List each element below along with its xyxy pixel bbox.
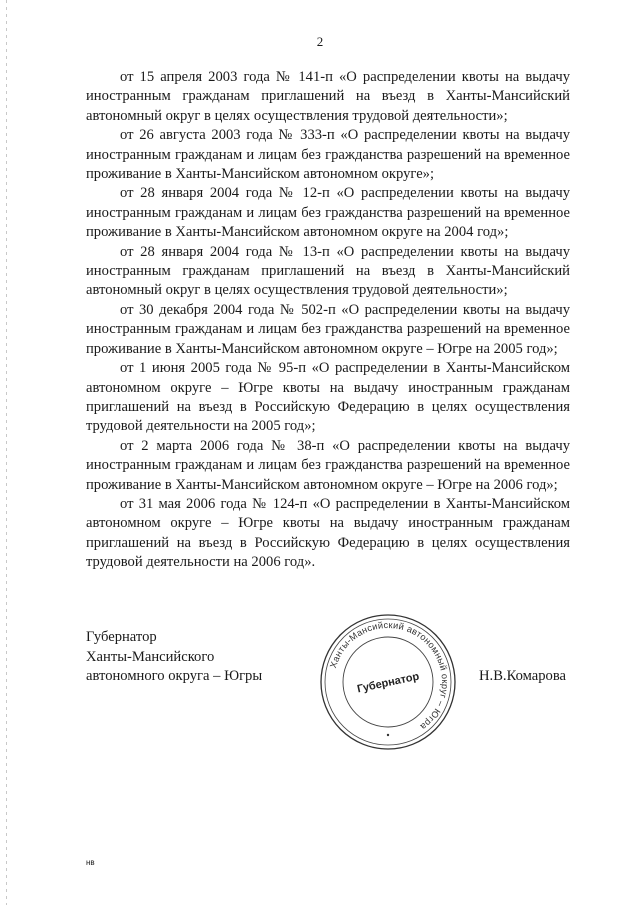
governor-title-line: автономного округа – Югры bbox=[86, 668, 263, 685]
governor-title-line: Губернатор bbox=[86, 629, 157, 645]
decree-paragraph: от 28 января 2004 года № 12-п «О распределении квоты на выдачу иностранным гражданам и лицам без гражданства разрешений на временное проживание в Ханты-Мансийском автономном округе на 2004 год»; bbox=[86, 185, 570, 241]
seal-ring-text: Ханты-Мансийский автономный округ – Югра bbox=[327, 619, 451, 733]
official-seal bbox=[318, 612, 458, 752]
signer-name: Н.В.Комарова bbox=[479, 668, 566, 684]
page-number: 2 bbox=[316, 34, 324, 49]
decree-paragraph: от 2 марта 2006 года № 38-п «О распределении квоты на выдачу иностранным гражданам и лицам без гражданства разрешений на временное проживание в Ханты-Мансийском автономном округе – Югре на 2006 год»; bbox=[86, 437, 570, 493]
seal-center-text: Губернатор bbox=[356, 670, 421, 696]
seal-star-mark bbox=[387, 734, 389, 736]
decree-paragraph: от 28 января 2004 года № 13-п «О распределении квоты на выдачу иностранным гражданам приглашений на въезд в Ханты-Мансийский автономный округ в целях осуществления трудовой деятельности»; bbox=[86, 243, 570, 299]
decree-paragraph: от 15 апреля 2003 года № 141-п «О распределении квоты на выдачу иностранным гражданам приглашений на въезд в Ханты-Мансийский автономный округ в целях осуществления трудовой деятельности»; bbox=[86, 69, 570, 124]
decree-paragraph: от 31 мая 2006 года № 124-п «О распределении в Ханты-Мансийском автономном округе – Югре квоты на выдачу иностранным гражданам приглашений на въезд в Российскую Федерацию в целях осуществления трудовой деятельности на 2006 год». bbox=[86, 495, 570, 571]
decree-paragraph: от 1 июня 2005 года № 95-п «О распределении в Ханты-Мансийском автономном округе – Югре квоты на выдачу иностранным гражданам приглашений на въезд в Российскую Федерацию в целях осуществления трудовой деятельности на 2005 год»; bbox=[86, 360, 570, 435]
decree-list bbox=[86, 68, 570, 573]
scan-edge bbox=[6, 0, 7, 905]
decree-paragraph: от 30 декабря 2004 года № 502-п «О распределении квоты на выдачу иностранным гражданам и лицам без гражданства разрешений на временное проживание в Ханты-Мансийском автономном округе – Югре на 2005 год»; bbox=[86, 301, 570, 357]
governor-title bbox=[86, 628, 262, 687]
footer-mark: нв bbox=[86, 858, 95, 867]
decree-paragraph: от 26 августа 2003 года № 333-п «О распределении квоты на выдачу иностранным гражданам и лицам без гражданства разрешений на временное проживание в Ханты-Мансийском автономном округе»; bbox=[86, 127, 570, 183]
governor-title-line: Ханты-Мансийского bbox=[86, 648, 215, 665]
